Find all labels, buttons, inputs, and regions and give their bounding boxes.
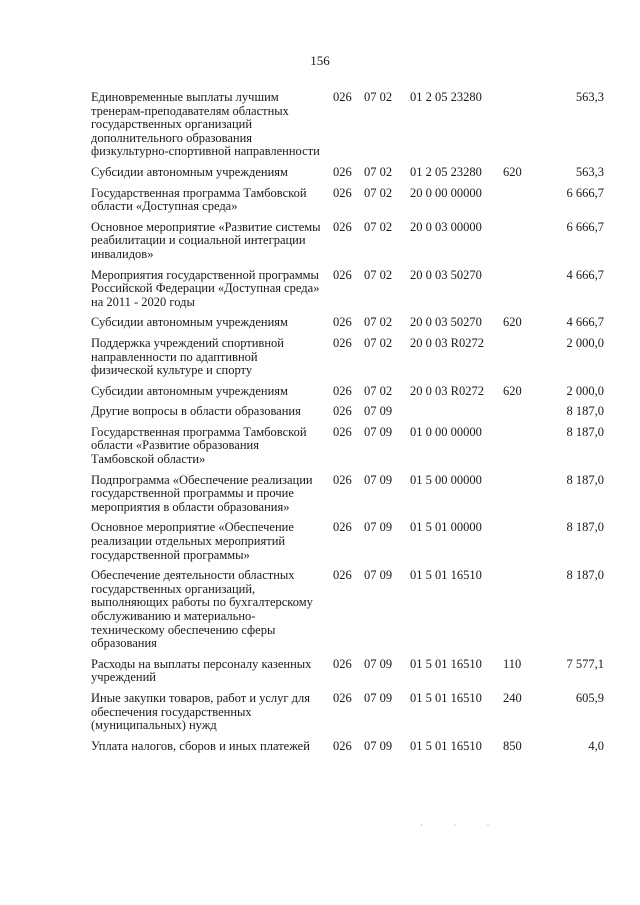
expense-name: Иные закупки товаров, работ и услуг для обеспечения государственных (муниципальных) нужд [91, 690, 311, 733]
section-code: 07 02 [364, 219, 393, 234]
program-code: 01 2 05 23280 [410, 90, 482, 104]
section-code: 07 09 [364, 472, 393, 487]
program-code: 20 0 03 50270 [410, 315, 482, 330]
expense-name: Подпрограмма «Обеспечение реализации государственной программы и прочие мероприятия в области образования» [91, 472, 313, 514]
section-code: 07 09 [364, 738, 393, 753]
expense-name: Уплата налогов, сборов и иных платежей [91, 738, 310, 753]
expense-name: Субсидии автономным учреждениям [91, 315, 288, 330]
table-row [0, 658, 640, 685]
section-code: 07 09 [364, 520, 393, 535]
expense-type-code: 620 [503, 315, 522, 330]
program-code: 20 0 03 R0272 [410, 335, 484, 350]
program-code: 01 5 01 16510 [410, 656, 482, 671]
expense-type-code: 240 [503, 690, 522, 705]
program-code: 20 0 03 R0272 [410, 383, 484, 398]
table-row [0, 474, 640, 515]
section-code: 07 09 [364, 690, 393, 705]
expense-name: Субсидии автономным учреждениям [91, 164, 288, 179]
program-code: 01 5 00 00000 [410, 472, 482, 487]
amount: 6 666,7 [566, 185, 604, 200]
table-row [0, 426, 640, 467]
section-code: 07 09 [364, 424, 393, 439]
scan-artifact: · · · [420, 820, 504, 830]
ministry-code: 026 [333, 656, 352, 671]
section-code: 07 02 [364, 267, 393, 282]
program-code: 01 5 01 16510 [410, 738, 482, 753]
amount: 2 000,0 [566, 335, 604, 350]
ministry-code: 026 [333, 472, 352, 487]
ministry-code: 026 [333, 185, 352, 200]
amount: 4 666,7 [566, 267, 604, 282]
section-code: 07 02 [364, 90, 393, 104]
ministry-code: 026 [333, 335, 352, 350]
section-code: 07 09 [364, 656, 393, 671]
table-row [0, 166, 640, 180]
ministry-code: 026 [333, 568, 352, 583]
amount: 563,3 [575, 90, 604, 104]
expense-name: Расходы на выплаты персоналу казенных учреждений [91, 656, 312, 685]
program-code: 01 2 05 23280 [410, 164, 482, 179]
ministry-code: 026 [333, 383, 352, 398]
expense-name: Другие вопросы в области образования [91, 404, 301, 419]
amount: 4 666,7 [566, 315, 604, 330]
expense-name: Мероприятия государственной программы Российской Федерации «Доступная среда» на 2011 - 2020 годы [91, 267, 320, 309]
ministry-code: 026 [333, 404, 352, 419]
amount: 7 577,1 [566, 656, 604, 671]
program-code: 01 5 01 16510 [410, 568, 482, 583]
amount: 8 187,0 [566, 424, 604, 439]
table-row [0, 337, 640, 378]
section-code: 07 02 [364, 315, 393, 330]
program-code: 20 0 00 00000 [410, 185, 482, 200]
expense-name: Государственная программа Тамбовской области «Развитие образования Тамбовской области» [91, 424, 307, 467]
ministry-code: 026 [333, 267, 352, 282]
table-row [0, 521, 640, 562]
section-code: 07 02 [364, 185, 393, 200]
section-code: 07 09 [364, 568, 393, 583]
program-code: 01 5 01 16510 [410, 690, 482, 705]
program-code: 20 0 03 00000 [410, 219, 482, 234]
table-row [0, 385, 640, 399]
amount: 4,0 [588, 738, 604, 753]
ministry-code: 026 [333, 520, 352, 535]
amount: 8 187,0 [566, 520, 604, 535]
amount: 8 187,0 [566, 404, 604, 419]
ministry-code: 026 [333, 164, 352, 179]
amount: 563,3 [575, 164, 604, 179]
expense-type-code: 620 [503, 383, 522, 398]
table-row [0, 269, 640, 310]
table-row [0, 91, 640, 159]
expense-type-code: 620 [503, 164, 522, 179]
budget-table [0, 91, 640, 760]
table-row [0, 405, 640, 419]
expense-name: Единовременные выплаты лучшим тренерам-преподавателям областных государственных организаций дополнительного образования физкультурно-спортивной направленности [91, 90, 320, 159]
program-code: 20 0 03 50270 [410, 267, 482, 282]
expense-name: Основное мероприятие «Развитие системы реабилитации и социальной интеграции инвалидов» [91, 219, 321, 261]
section-code: 07 09 [364, 404, 393, 419]
expense-name: Обеспечение деятельности областных государственных организаций, выполняющих работы по бухгалтерскому обслуживанию и материально-техническому обеспечению сферы образования [91, 568, 313, 651]
expense-type-code: 850 [503, 738, 522, 753]
table-row [0, 740, 640, 754]
amount: 605,9 [575, 690, 604, 705]
ministry-code: 026 [333, 738, 352, 753]
ministry-code: 026 [333, 219, 352, 234]
table-row [0, 569, 640, 651]
program-code: 01 5 01 00000 [410, 520, 482, 535]
section-code: 07 02 [364, 383, 393, 398]
expense-name: Государственная программа Тамбовской области «Доступная среда» [91, 185, 307, 214]
expense-name: Основное мероприятие «Обеспечение реализации отдельных мероприятий государственной программы» [91, 520, 294, 562]
ministry-code: 026 [333, 424, 352, 439]
expense-type-code: 110 [503, 656, 522, 671]
amount: 6 666,7 [566, 219, 604, 234]
table-row [0, 692, 640, 733]
ministry-code: 026 [333, 690, 352, 705]
table-row [0, 221, 640, 262]
amount: 2 000,0 [566, 383, 604, 398]
section-code: 07 02 [364, 164, 393, 179]
table-row [0, 187, 640, 214]
ministry-code: 026 [333, 315, 352, 330]
ministry-code: 026 [333, 90, 352, 104]
amount: 8 187,0 [566, 568, 604, 583]
page-number: 156 [310, 53, 330, 68]
expense-name: Поддержка учреждений спортивной направленности по адаптивной физической культуре и спорту [91, 335, 284, 378]
amount: 8 187,0 [566, 472, 604, 487]
program-code: 01 0 00 00000 [410, 424, 482, 439]
expense-name: Субсидии автономным учреждениям [91, 383, 288, 398]
table-row [0, 316, 640, 330]
section-code: 07 02 [364, 335, 393, 350]
